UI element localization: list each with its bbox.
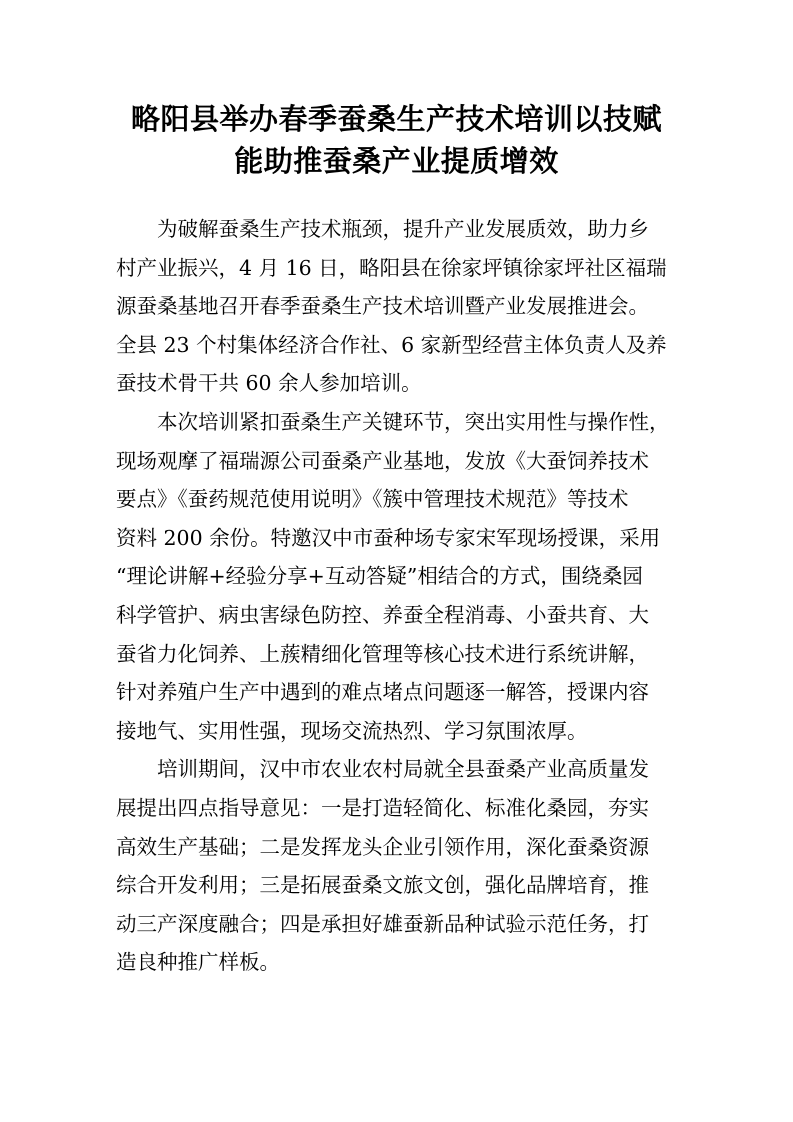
text-line: “理论讲解+经验分享+互动答疑”相结合的方式，围绕桑园 <box>116 564 643 589</box>
title-line-2: 能助推蚕桑产业提质增效 <box>234 144 559 178</box>
text-line: 资料 200 余份。特邀汉中市蚕种场专家宋军现场授课，采用 <box>116 525 661 550</box>
text-line: 造良种推广样板。 <box>116 950 280 975</box>
text-line: 本次培训紧扣蚕桑生产关键环节，突出实用性与操作性， <box>157 409 670 434</box>
text-line: 要点》《蚕药规范使用说明》《簇中管理技术规范》等技术 <box>116 487 629 512</box>
paragraph-1 <box>116 210 682 403</box>
text-line: 村产业振兴，4 月 16 日，略阳县在徐家坪镇徐家坪社区福瑞 <box>116 255 667 280</box>
text-line: 综合开发利用；三是拓展蚕桑文旅文创，强化品牌培育，推 <box>116 873 649 898</box>
text-line: 高效生产基础；二是发挥龙头企业引领作用，深化蚕桑资源 <box>116 834 649 859</box>
text-line: 蚕省力化饲养、上蔟精细化管理等核心技术进行系统讲解， <box>116 641 649 666</box>
text-line: 科学管护、病虫害绿色防控、养蚕全程消毒、小蚕共育、大 <box>116 602 649 627</box>
text-line: 蚕技术骨干共 60 余人参加培训。 <box>116 371 422 396</box>
text-line: 动三产深度融合；四是承担好雄蚕新品种试验示范任务，打 <box>116 911 649 936</box>
title-line-1: 略阳县举办春季蚕桑生产技术培训以技赋 <box>130 102 662 136</box>
text-line: 针对养殖户生产中遇到的难点堵点问题逐一解答，授课内容 <box>116 680 649 705</box>
text-line: 培训期间，汉中市农业农村局就全县蚕桑产业高质量发 <box>157 757 649 782</box>
document-body <box>116 210 682 982</box>
text-line: 为破解蚕桑生产技术瓶颈，提升产业发展质效，助力乡 <box>157 217 649 241</box>
text-line: 现场观摩了福瑞源公司蚕桑产业基地，发放《大蚕饲养技术 <box>116 448 649 473</box>
paragraph-3 <box>116 750 682 982</box>
paragraph-2 <box>116 403 682 750</box>
text-line: 全县 23 个村集体经济合作社、6 家新型经营主体负责人及养 <box>116 332 667 357</box>
text-line: 源蚕桑基地召开春季蚕桑生产技术培训暨产业发展推进会。 <box>116 294 649 319</box>
document-title <box>100 98 693 182</box>
text-line: 接地气、实用性强，现场交流热烈、学习氛围浓厚。 <box>116 718 588 743</box>
text-line: 展提出四点指导意见：一是打造轻简化、标准化桑园，夯实 <box>116 795 649 820</box>
